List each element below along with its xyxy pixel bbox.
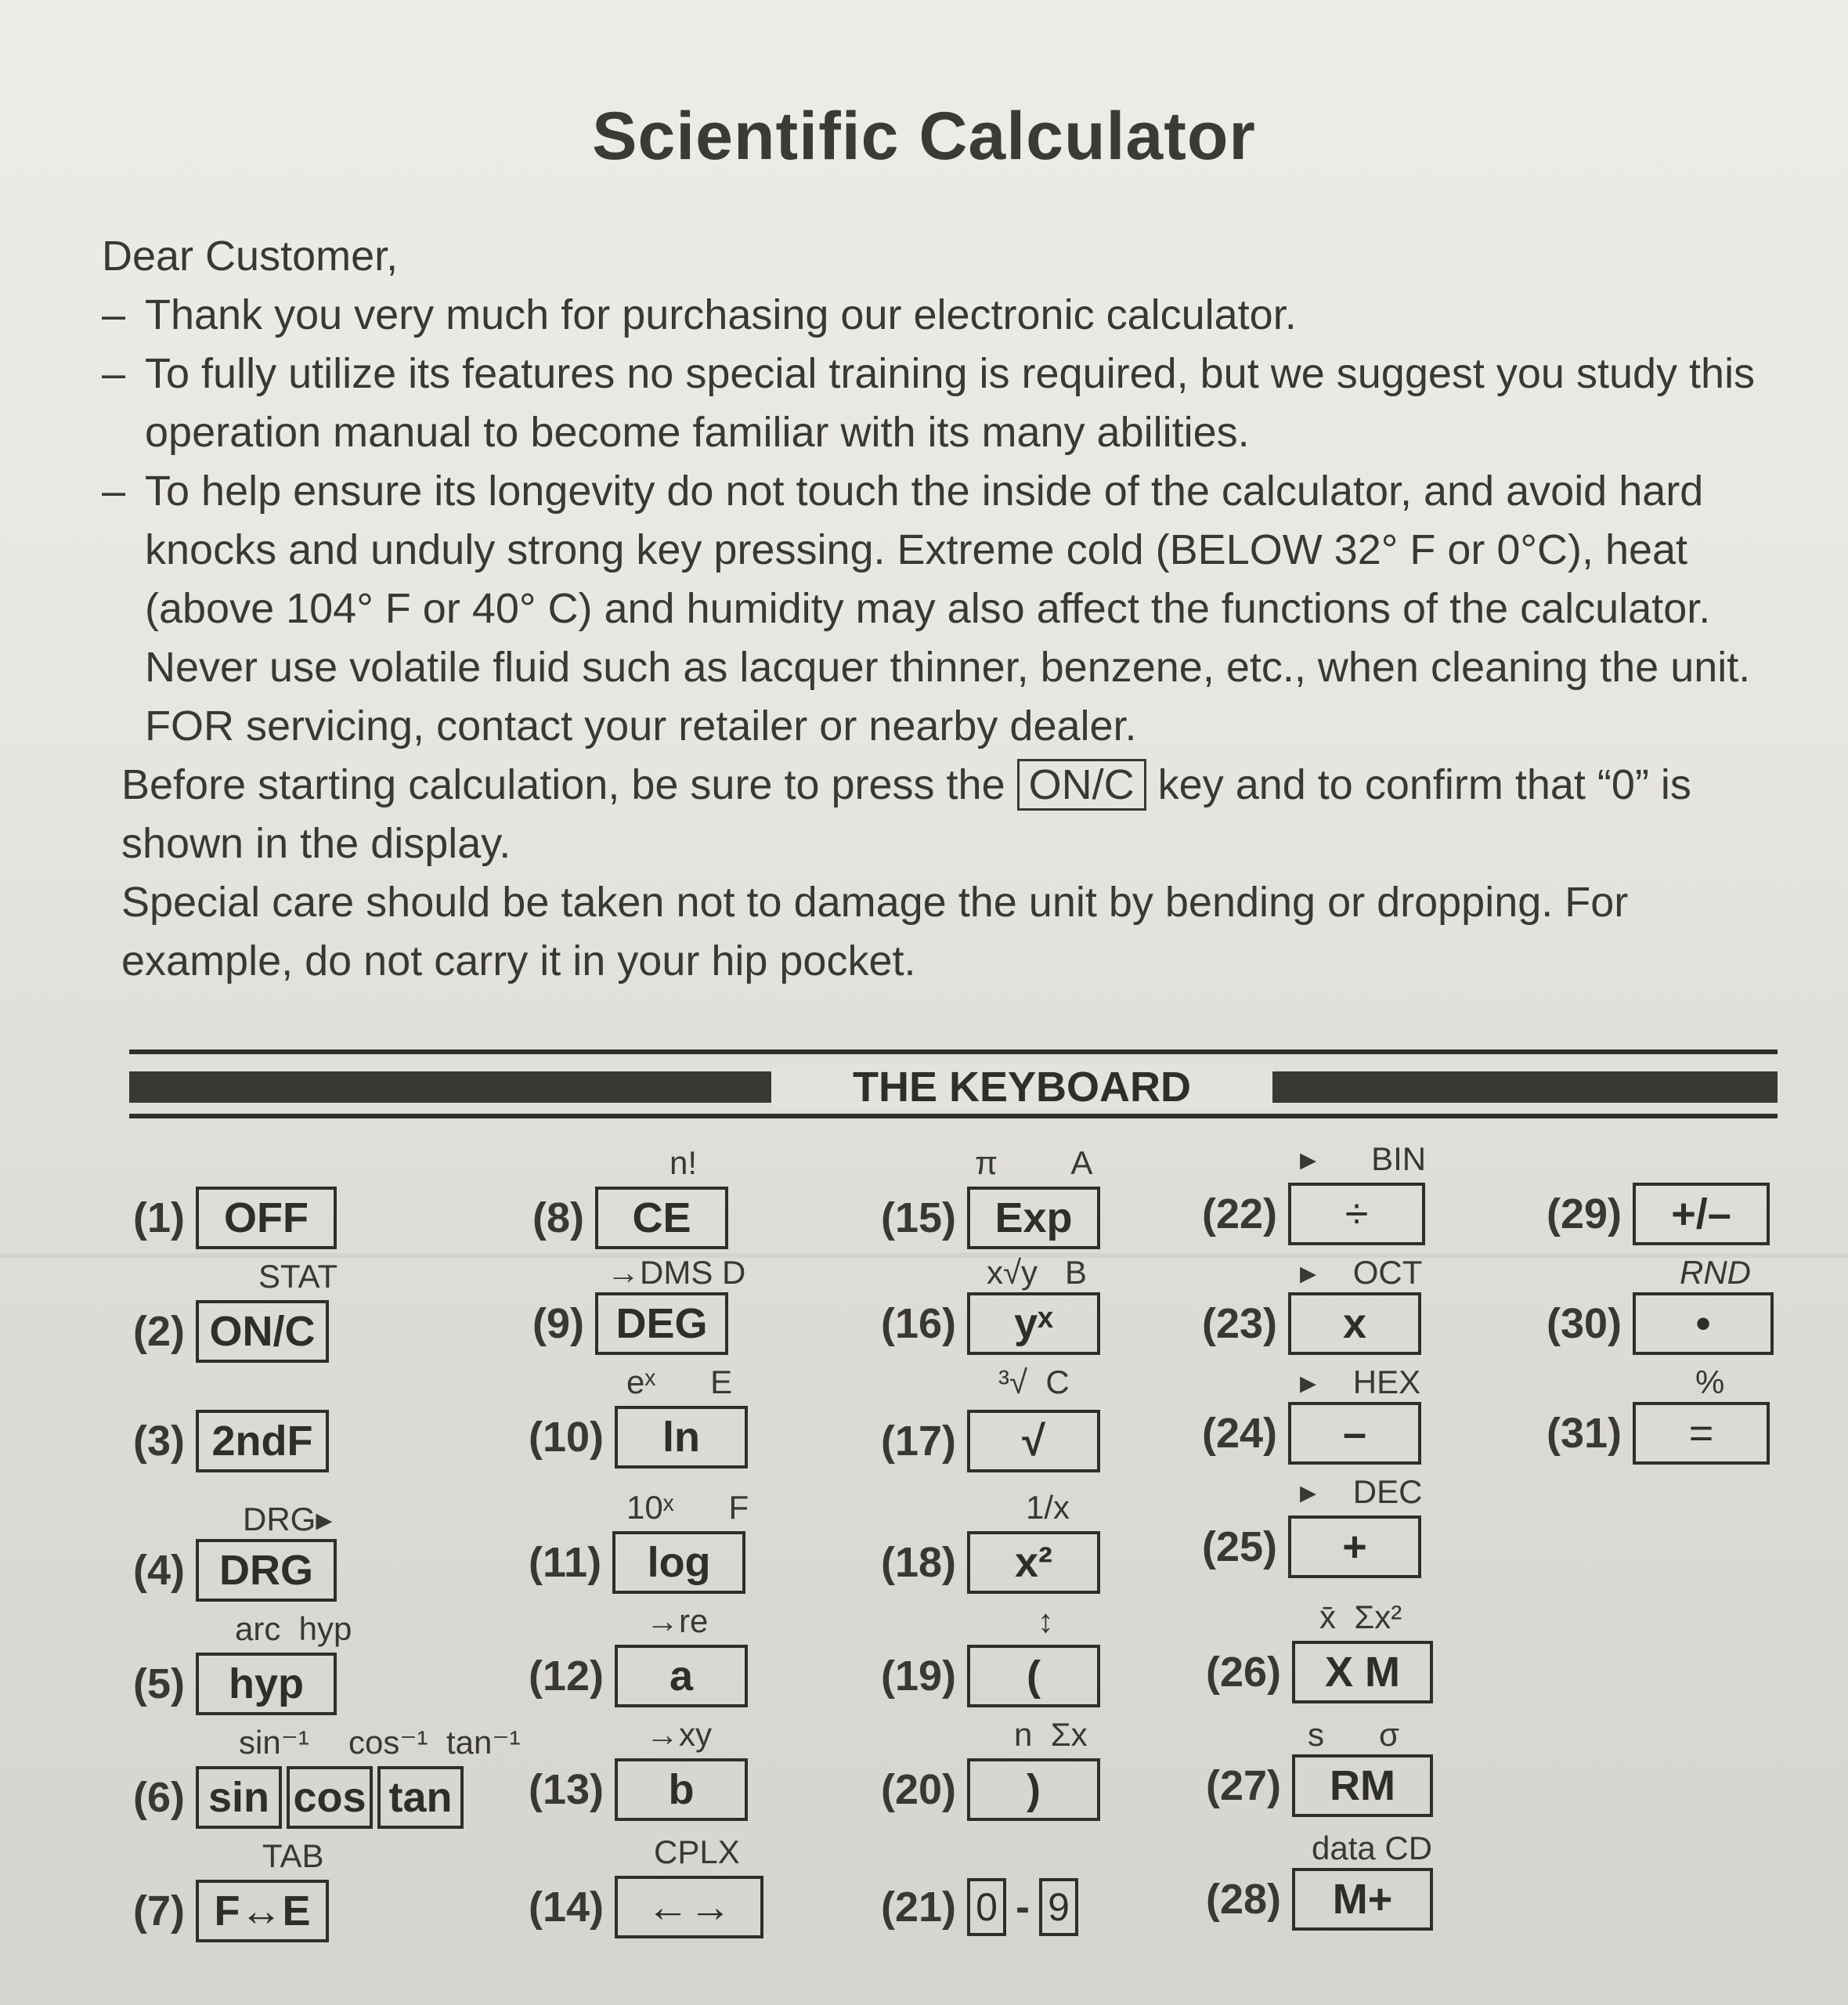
rnd-label: RND bbox=[1680, 1254, 1751, 1291]
key-entry-19: (19) ( bbox=[881, 1645, 1100, 1707]
bin-label: ▸ BIN bbox=[1300, 1140, 1427, 1177]
intro-text bbox=[102, 227, 1809, 991]
complex-toggle-key: ←→ bbox=[615, 1876, 763, 1938]
cube-root-c-label: ³√ C bbox=[998, 1364, 1070, 1400]
before-starting: Before starting calculation, be sure to press the ON/C key and to confirm that “0” is shown in the display. bbox=[102, 756, 1809, 873]
key-entry-20: (20) ) bbox=[881, 1758, 1100, 1821]
key-entry-18: (18) x² bbox=[881, 1531, 1100, 1594]
key-entry-12: (12) a bbox=[529, 1645, 748, 1707]
percent-label: % bbox=[1695, 1364, 1725, 1400]
sin-inverse-label: sin⁻¹ bbox=[239, 1724, 309, 1761]
open-paren-key: ( bbox=[967, 1645, 1100, 1707]
root-b-label: x√y B bbox=[987, 1254, 1088, 1291]
divide-key: ÷ bbox=[1288, 1183, 1425, 1245]
key-entry-22: (22) ÷ bbox=[1202, 1183, 1425, 1245]
arc-hyp-label: arc hyp bbox=[235, 1610, 352, 1647]
digit-range-dash: - bbox=[1016, 1884, 1030, 1931]
key-entry-5: (5) hyp bbox=[133, 1653, 337, 1715]
digit-0-key: 0 bbox=[967, 1878, 1006, 1936]
deg-key: DEG bbox=[595, 1292, 728, 1355]
exp-key: Exp bbox=[967, 1187, 1100, 1249]
power-key: yˣ bbox=[967, 1292, 1100, 1355]
decimal-point-key: • bbox=[1633, 1292, 1774, 1355]
cos-inverse-label: cos⁻¹ bbox=[348, 1724, 428, 1761]
key-entry-16: (16) yˣ bbox=[881, 1292, 1100, 1355]
key-entry-27: (27) RM bbox=[1206, 1754, 1433, 1817]
b-key: b bbox=[615, 1758, 748, 1821]
hyp-key: hyp bbox=[196, 1653, 337, 1715]
key-entry-11: (11) log bbox=[529, 1531, 745, 1594]
x-to-m-key: X M bbox=[1292, 1641, 1433, 1703]
to-re-label: →re bbox=[646, 1602, 709, 1639]
greeting: Dear Customer, bbox=[102, 233, 399, 280]
a-key: a bbox=[615, 1645, 748, 1707]
keyboard-bar-left bbox=[129, 1071, 771, 1103]
oct-label: ▸ OCT bbox=[1300, 1254, 1423, 1291]
factorial-label: n! bbox=[670, 1144, 698, 1181]
key-entry-10: (10) ln bbox=[529, 1406, 748, 1469]
key-entry-15: (15) Exp bbox=[881, 1187, 1100, 1249]
tan-inverse-label: tan⁻¹ bbox=[446, 1724, 521, 1761]
square-key: x² bbox=[967, 1531, 1100, 1594]
equals-key: = bbox=[1633, 1402, 1770, 1465]
special-care: Special care should be taken not to damage the unit by bending or dropping. For example, do not carry it in your hip pocket. bbox=[121, 879, 1629, 984]
key-entry-7: (7) F↔E bbox=[133, 1880, 329, 1942]
to-xy-label: →xy bbox=[646, 1716, 712, 1753]
key-entry-21: (21) 0 - 9 bbox=[881, 1876, 1078, 1938]
dms-label: →DMS D bbox=[607, 1254, 746, 1291]
bullet-care: – To help ensure its longevity do not touch the inside of the calculator, and avoid hard knocks and unduly strong key pressing. Extreme cold (BELOW 32° F or 0°C), heat (above 104° F or 40° C) and humidity may also affect the functions of the calculator. Never use volatile fluid such as lacquer thinner, benzene, etc., when cleaning the unit. FOR servicing, contact your retailer or nearby dealer. bbox=[102, 468, 1751, 750]
rm-key: RM bbox=[1292, 1754, 1433, 1817]
keyboard-rule-top bbox=[129, 1049, 1778, 1054]
bullet-thanks: – Thank you very much for purchasing our electronic calculator. bbox=[102, 291, 1297, 338]
subtract-key: – bbox=[1288, 1402, 1421, 1465]
f-e-key: F↔E bbox=[196, 1880, 329, 1942]
stat-label: STAT bbox=[258, 1258, 338, 1295]
log-key: log bbox=[612, 1531, 745, 1594]
drg-key: DRG bbox=[196, 1539, 337, 1602]
key-entry-30: (30) • bbox=[1547, 1292, 1774, 1355]
ln-key: ln bbox=[615, 1406, 748, 1469]
s-sigma-label: s σ bbox=[1308, 1716, 1399, 1753]
data-cd-label: data CD bbox=[1312, 1830, 1433, 1866]
exp-e-label: eˣ E bbox=[626, 1364, 733, 1400]
sin-key: sin bbox=[196, 1766, 282, 1829]
on-c-key: ON/C bbox=[196, 1300, 329, 1363]
keyboard-title: THE KEYBOARD bbox=[771, 1064, 1272, 1111]
key-entry-4: (4) DRG bbox=[133, 1539, 337, 1602]
key-entry-8: (8) CE bbox=[532, 1187, 728, 1249]
drg-shift-label: DRG▸ bbox=[243, 1501, 333, 1537]
add-key: + bbox=[1288, 1515, 1421, 1578]
key-entry-26: (26) X M bbox=[1206, 1641, 1433, 1703]
key-entry-17: (17) √ bbox=[881, 1410, 1100, 1472]
m-plus-key: M+ bbox=[1292, 1868, 1433, 1931]
ten-power-f-label: 10ˣ F bbox=[626, 1489, 749, 1526]
hex-label: ▸ HEX bbox=[1300, 1364, 1421, 1400]
key-entry-23: (23) x bbox=[1202, 1292, 1421, 1355]
mean-sum-sq-label: x̄ Σx² bbox=[1319, 1599, 1402, 1635]
2ndf-key: 2ndF bbox=[196, 1410, 329, 1472]
digit-9-key: 9 bbox=[1039, 1878, 1078, 1936]
n-sum-x-label: n Σx bbox=[1014, 1716, 1088, 1753]
key-entry-2: (2) ON/C bbox=[133, 1300, 329, 1363]
cplx-label: CPLX bbox=[654, 1833, 740, 1870]
key-entry-13: (13) b bbox=[529, 1758, 748, 1821]
reciprocal-label: 1/x bbox=[1026, 1489, 1070, 1526]
key-entry-25: (25) + bbox=[1202, 1515, 1421, 1578]
ce-key: CE bbox=[595, 1187, 728, 1249]
key-entry-14: (14) ←→ bbox=[529, 1876, 763, 1938]
key-entry-24: (24) – bbox=[1202, 1402, 1421, 1465]
bullet-training: – To fully utilize its features no special training is required, but we suggest you study this operation manual to become familiar with its many abilities. bbox=[102, 350, 1756, 456]
keyboard-bar-right bbox=[1272, 1071, 1778, 1103]
key-entry-9: (9) DEG bbox=[532, 1292, 728, 1355]
off-key: OFF bbox=[196, 1187, 337, 1249]
tab-label: TAB bbox=[262, 1837, 324, 1874]
key-entry-29: (29) +/– bbox=[1547, 1183, 1770, 1245]
on-c-key-reference: ON/C bbox=[1017, 759, 1146, 811]
dec-label: ▸ DEC bbox=[1300, 1473, 1423, 1510]
tan-key: tan bbox=[377, 1766, 464, 1829]
key-entry-6: (6) sin cos tan bbox=[133, 1766, 464, 1829]
multiply-key: x bbox=[1288, 1292, 1421, 1355]
key-entry-28: (28) M+ bbox=[1206, 1868, 1433, 1931]
exchange-label: ↕ bbox=[1038, 1602, 1054, 1639]
sign-change-key: +/– bbox=[1633, 1183, 1770, 1245]
pi-a-label: π A bbox=[975, 1144, 1093, 1181]
keyboard-header bbox=[129, 1049, 1778, 1120]
key-entry-1: (1) OFF bbox=[133, 1187, 337, 1249]
keyboard-rule-bottom bbox=[129, 1114, 1778, 1118]
cos-key: cos bbox=[287, 1766, 373, 1829]
key-entry-3: (3) 2ndF bbox=[133, 1410, 329, 1472]
key-entry-31: (31) = bbox=[1547, 1402, 1770, 1465]
page-title: Scientific Calculator bbox=[592, 99, 1256, 174]
close-paren-key: ) bbox=[967, 1758, 1100, 1821]
sqrt-key: √ bbox=[967, 1410, 1100, 1472]
